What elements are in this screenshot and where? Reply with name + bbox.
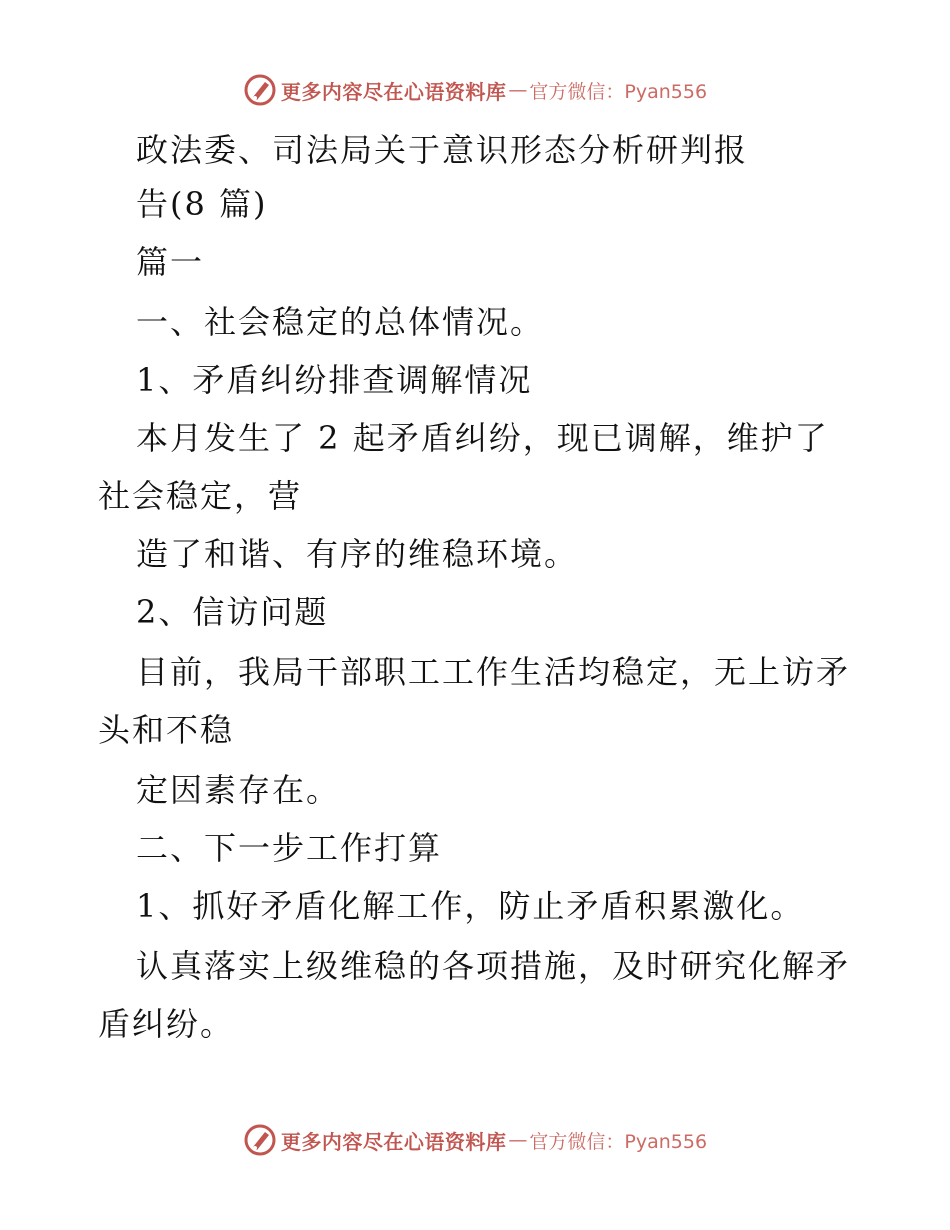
pen-logo-icon [243,73,277,107]
subheading-1: 1、矛盾纠纷排查调解情况 [136,361,533,399]
footer-brand: 更多内容尽在心语资料库 [280,1129,507,1154]
paragraph-line: 社会稳定，营 [98,477,303,515]
footer-wechat: 官方微信：Pyan556 [529,1130,708,1153]
header-brand: 更多内容尽在心语资料库 [280,79,507,104]
footer-separator: — [508,1129,528,1151]
heading-2: 二、下一步工作打算 [136,829,443,867]
header-separator: — [508,79,528,101]
header-wechat: 官方微信：Pyan556 [529,80,708,103]
paragraph-line: 造了和谐、有序的维稳环境。 [136,535,579,573]
heading-1: 一、社会稳定的总体情况。 [136,303,545,341]
paragraph-line: 认真落实上级维稳的各项措施，及时研究化解矛 [136,947,851,985]
section-label: 篇一 [136,243,205,281]
subheading-3: 1、抓好矛盾化解工作，防止矛盾积累激化。 [136,887,805,925]
header-banner [0,70,950,110]
title-line-2: 告(8 篇) [136,185,268,223]
paragraph-line: 目前，我局干部职工工作生活均稳定，无上访矛 [136,653,851,691]
subheading-2: 2、信访问题 [136,593,329,631]
paragraph-line: 本月发生了 2 起矛盾纠纷，现已调解，维护了 [136,419,829,457]
title-line-1: 政法委、司法局关于意识形态分析研判报 [136,131,749,169]
paragraph-line: 头和不稳 [98,711,235,749]
paragraph-line: 盾纠纷。 [98,1005,235,1043]
pen-logo-icon [243,1123,277,1157]
paragraph-line: 定因素存在。 [136,771,341,809]
footer-banner [0,1120,950,1160]
